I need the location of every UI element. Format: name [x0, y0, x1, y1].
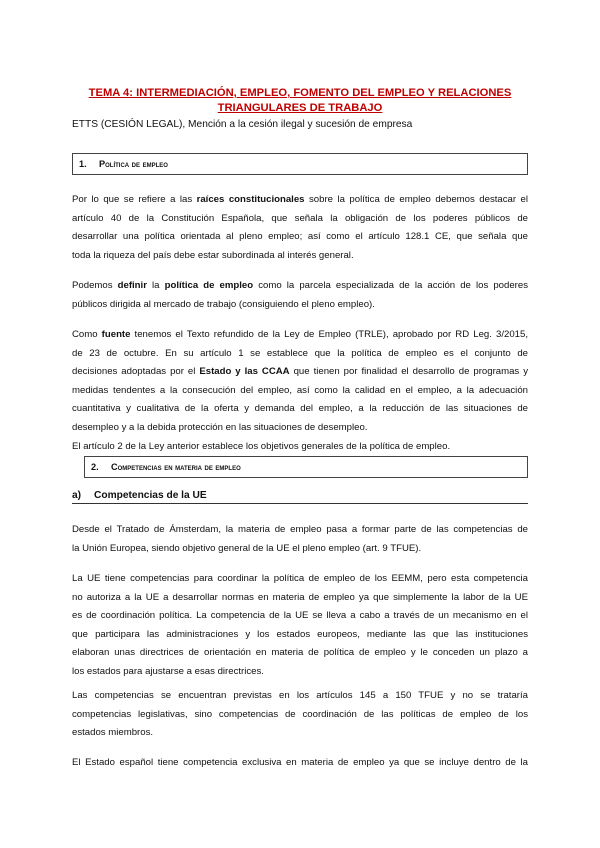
p5-line-1: La UE tiene competencias para coordinar la política de empleo de los EEMM, pero esta competencia — [72, 573, 528, 584]
subsection-a-title: Competencias de la UE — [94, 490, 207, 501]
paragraph-definition — [72, 277, 528, 314]
paragraph-amsterdam — [72, 521, 528, 558]
paragraph-constitutional-roots — [72, 191, 528, 265]
subsection-a-letter: a) — [72, 490, 82, 501]
p1-line-4: toda la riqueza del país debe estar subordinada al interés general. — [72, 249, 354, 261]
p3-line-2: de 23 de octubre. En su artículo 1 se establece que la política de empleo es el conjunto de — [72, 347, 528, 359]
paragraph-tfue-articles — [72, 687, 528, 743]
paragraph-ue-coordination — [72, 570, 528, 682]
p4-line-2: la Unión Europea, siendo objetivo general de la UE el pleno empleo (art. 9 TFUE). — [72, 542, 422, 554]
section-2-title: Competencias en materia de empleo — [111, 462, 241, 472]
p6-line-1: Las competencias se encuentran previstas en los artículos 145 a 150 TFUE y no se trataría — [72, 690, 528, 701]
section-2-heading — [84, 456, 528, 478]
p1-line-2: artículo 40 de la Constitución Española, que señala la obligación de los poderes públicos de — [72, 212, 528, 224]
document-title — [72, 86, 528, 116]
p3-line-5: cuantitativa y cualitativa de la oferta y demanda del empleo, a la reducción de las situaciones de — [72, 403, 528, 415]
p2-line-1: Podemos definir la política de empleo como la parcela especializada de la acción de los poderes — [72, 280, 528, 291]
p6-line-2: competencias legislativas, sino competencias de coordinación de las políticas de empleo de los — [72, 708, 528, 720]
section-1-title: Política de empleo — [99, 159, 168, 169]
p3-line-4: medidas tendentes a la consecución del empleo, así como la calidad en el empleo, a la adecuación — [72, 384, 528, 396]
p3-line-7: El artículo 2 de la Ley anterior establece los objetivos generales de la política de empleo. — [72, 440, 451, 452]
p7-line-1: El Estado español tiene competencia exclusiva en materia de empleo ya que se incluye dentro de la — [72, 757, 528, 768]
p3-line-3: decisiones adoptadas por el Estado y las CCAA que tienen por finalidad el desarrollo de programas y — [72, 366, 528, 378]
p4-line-1: Desde el Tratado de Ámsterdam, la materia de empleo pasa a formar parte de las competencias de — [72, 524, 528, 535]
p2-line-2: públicos dirigida al mercado de trabajo (consiguiendo el pleno empleo). — [72, 298, 375, 310]
section-1-number: 1. — [79, 159, 87, 169]
section-2-number: 2. — [91, 462, 99, 472]
title-line-1: TEMA 4: INTERMEDIACIÓN, EMPLEO, FOMENTO DEL EMPLEO Y RELACIONES — [88, 87, 512, 99]
document-subtitle: ETTS (CESIÓN LEGAL), Mención a la cesión ilegal y sucesión de empresa — [72, 119, 413, 130]
p3-line-1: Como fuente tenemos el Texto refundido de la Ley de Empleo (TRLE), aprobado por RD Leg. 3/2015, — [72, 329, 528, 340]
p5-line-2: no autoriza a la UE a desarrollar normas en materia de empleo ya que simplemente la labor de la UE — [72, 591, 528, 603]
subsection-a-heading — [72, 490, 528, 504]
p1-line-1: Por lo que se refiere a las raíces constitucionales sobre la política de empleo debemos destacar el — [72, 194, 528, 205]
paragraph-spanish-state — [72, 754, 528, 773]
title-line-2: TRIANGULARES DE TRABAJO — [217, 102, 383, 114]
p5-line-4: que participara las administraciones y los estados europeos, mediante las que las instituciones — [72, 628, 528, 640]
section-1-heading — [72, 153, 528, 175]
p5-line-5: elaboran unas directrices de orientación en materia de política de empleo y le conceden un plazo a — [72, 647, 528, 659]
p5-line-3: es de coordinación política. La competencia de la UE se lleva a cabo a través de un mecanismo en el — [72, 610, 528, 622]
p6-line-3: estados miembros. — [72, 727, 154, 739]
p5-line-6: los estados para ajustarse a esas directrices. — [72, 665, 264, 677]
p3-line-6: desempleo y a la debida protección en las situaciones de desempleo. — [72, 421, 368, 433]
p1-line-3: desarrollar una política orientada al pleno empleo; así como el artículo 128.1 CE, que señala que — [72, 231, 528, 243]
paragraph-source — [72, 326, 528, 456]
